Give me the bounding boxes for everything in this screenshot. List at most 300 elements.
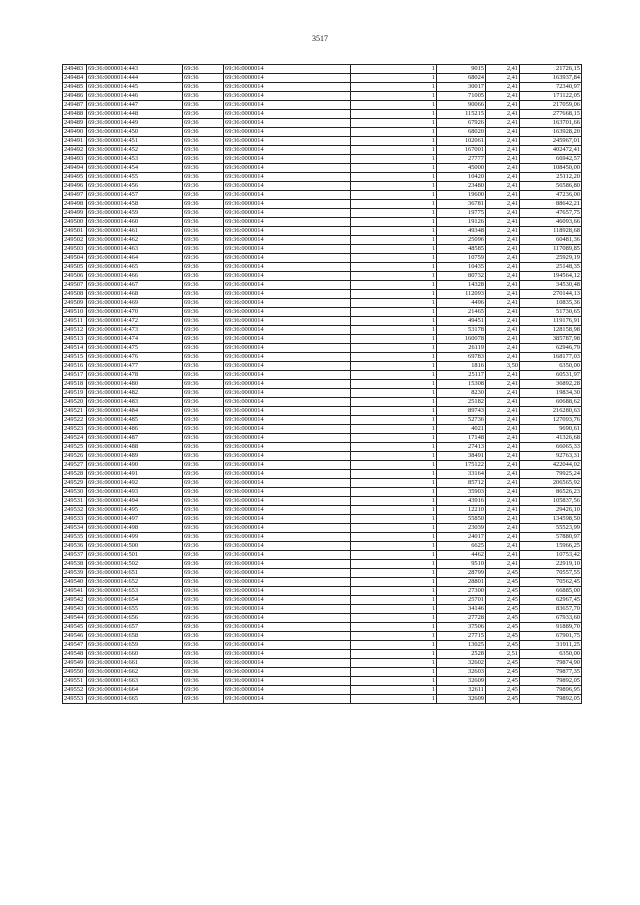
record-number-cell: 249505 — [63, 263, 87, 272]
cadastral-block-cell: 69:36:0000014 — [224, 497, 351, 506]
record-number-cell: 249519 — [63, 389, 87, 398]
area-cell: 112093 — [437, 290, 486, 299]
cadastral-value-cell: 22919,10 — [520, 560, 582, 569]
specific-value-cell: 2,41 — [486, 272, 520, 281]
table-row — [63, 191, 582, 200]
table-row — [63, 74, 582, 83]
specific-value-cell: 2,45 — [486, 605, 520, 614]
cadastral-value-cell: 57880,97 — [520, 533, 582, 542]
cadastral-value-cell: 34530,48 — [520, 281, 582, 290]
record-number-cell: 249544 — [63, 614, 87, 623]
table-row — [63, 452, 582, 461]
cadastral-number-cell: 69:36:0000014:451 — [87, 137, 183, 146]
group-number-cell: 1 — [351, 641, 437, 650]
specific-value-cell: 2,45 — [486, 677, 520, 686]
table-row — [63, 470, 582, 479]
table-row — [63, 236, 582, 245]
cadastral-value-cell: 168177,03 — [520, 353, 582, 362]
area-cell: 68024 — [437, 74, 486, 83]
table-row — [63, 659, 582, 668]
group-number-cell: 1 — [351, 119, 437, 128]
specific-value-cell: 2,41 — [486, 245, 520, 254]
cadastral-number-cell: 69:36:0000014:488 — [87, 443, 183, 452]
group-number-cell: 1 — [351, 164, 437, 173]
table-row — [63, 506, 582, 515]
group-number-cell: 1 — [351, 614, 437, 623]
district-code-cell: 69:36 — [183, 200, 224, 209]
table-row — [63, 443, 582, 452]
table-row — [63, 461, 582, 470]
specific-value-cell: 2,41 — [486, 434, 520, 443]
area-cell: 19775 — [437, 209, 486, 218]
cadastral-number-cell: 69:36:0000014:656 — [87, 614, 183, 623]
area-cell: 36781 — [437, 200, 486, 209]
specific-value-cell: 2,41 — [486, 110, 520, 119]
group-number-cell: 1 — [351, 596, 437, 605]
area-cell: 45000 — [437, 164, 486, 173]
record-number-cell: 249484 — [63, 74, 87, 83]
cadastral-block-cell: 69:36:0000014 — [224, 101, 351, 110]
cadastral-block-cell: 69:36:0000014 — [224, 533, 351, 542]
specific-value-cell: 2,41 — [486, 236, 520, 245]
area-cell: 1816 — [437, 362, 486, 371]
cadastral-value-cell: 206565,92 — [520, 479, 582, 488]
area-cell: 14328 — [437, 281, 486, 290]
cadastral-value-cell: 127093,76 — [520, 416, 582, 425]
group-number-cell: 1 — [351, 353, 437, 362]
group-number-cell: 1 — [351, 128, 437, 137]
district-code-cell: 69:36 — [183, 533, 224, 542]
cadastral-number-cell: 69:36:0000014:455 — [87, 173, 183, 182]
record-number-cell: 249535 — [63, 533, 87, 542]
district-code-cell: 69:36 — [183, 353, 224, 362]
cadastral-block-cell: 69:36:0000014 — [224, 641, 351, 650]
specific-value-cell: 2,41 — [486, 326, 520, 335]
area-cell: 28801 — [437, 578, 486, 587]
cadastral-number-cell: 69:36:0000014:491 — [87, 470, 183, 479]
area-cell: 9510 — [437, 560, 486, 569]
group-number-cell: 1 — [351, 389, 437, 398]
cadastral-value-cell: 83657,70 — [520, 605, 582, 614]
table-row — [63, 245, 582, 254]
district-code-cell: 69:36 — [183, 632, 224, 641]
cadastral-number-cell: 69:36:0000014:502 — [87, 560, 183, 569]
district-code-cell: 69:36 — [183, 362, 224, 371]
district-code-cell: 69:36 — [183, 668, 224, 677]
record-number-cell: 249499 — [63, 209, 87, 218]
specific-value-cell: 2,45 — [486, 668, 520, 677]
district-code-cell: 69:36 — [183, 101, 224, 110]
record-number-cell: 249483 — [63, 65, 87, 74]
cadastral-value-cell: 79896,95 — [520, 686, 582, 695]
district-code-cell: 69:36 — [183, 245, 224, 254]
district-code-cell: 69:36 — [183, 83, 224, 92]
district-code-cell: 69:36 — [183, 542, 224, 551]
group-number-cell: 1 — [351, 326, 437, 335]
cadastral-number-cell: 69:36:0000014:445 — [87, 83, 183, 92]
table-row — [63, 551, 582, 560]
cadastral-value-cell: 55523,99 — [520, 524, 582, 533]
district-code-cell: 69:36 — [183, 137, 224, 146]
cadastral-number-cell: 69:36:0000014:446 — [87, 92, 183, 101]
cadastral-value-cell: 46093,66 — [520, 218, 582, 227]
cadastral-number-cell: 69:36:0000014:480 — [87, 380, 183, 389]
specific-value-cell: 2,45 — [486, 623, 520, 632]
specific-value-cell: 2,41 — [486, 155, 520, 164]
district-code-cell: 69:36 — [183, 479, 224, 488]
cadastral-block-cell: 69:36:0000014 — [224, 173, 351, 182]
cadastral-number-cell: 69:36:0000014:490 — [87, 461, 183, 470]
area-cell: 10435 — [437, 263, 486, 272]
specific-value-cell: 2,41 — [486, 497, 520, 506]
cadastral-block-cell: 69:36:0000014 — [224, 677, 351, 686]
specific-value-cell: 2,41 — [486, 254, 520, 263]
group-number-cell: 1 — [351, 497, 437, 506]
district-code-cell: 69:36 — [183, 335, 224, 344]
cadastral-block-cell: 69:36:0000014 — [224, 425, 351, 434]
district-code-cell: 69:36 — [183, 110, 224, 119]
table-row — [63, 335, 582, 344]
record-number-cell: 249547 — [63, 641, 87, 650]
cadastral-number-cell: 69:36:0000014:500 — [87, 542, 183, 551]
district-code-cell: 69:36 — [183, 578, 224, 587]
area-cell: 19126 — [437, 218, 486, 227]
cadastral-number-cell: 69:36:0000014:653 — [87, 587, 183, 596]
record-number-cell: 249486 — [63, 92, 87, 101]
district-code-cell: 69:36 — [183, 344, 224, 353]
cadastral-number-cell: 69:36:0000014:462 — [87, 236, 183, 245]
specific-value-cell: 2,41 — [486, 425, 520, 434]
cadastral-value-cell: 62946,79 — [520, 344, 582, 353]
table-row — [63, 317, 582, 326]
group-number-cell: 1 — [351, 470, 437, 479]
group-number-cell: 1 — [351, 515, 437, 524]
cadastral-block-cell: 69:36:0000014 — [224, 515, 351, 524]
cadastral-value-cell: 163928,20 — [520, 128, 582, 137]
group-number-cell: 1 — [351, 65, 437, 74]
district-code-cell: 69:36 — [183, 587, 224, 596]
cadastral-number-cell: 69:36:0000014:444 — [87, 74, 183, 83]
table-row — [63, 92, 582, 101]
area-cell: 25096 — [437, 236, 486, 245]
district-code-cell: 69:36 — [183, 452, 224, 461]
record-number-cell: 249550 — [63, 668, 87, 677]
record-number-cell: 249504 — [63, 254, 87, 263]
group-number-cell: 1 — [351, 227, 437, 236]
specific-value-cell: 2,41 — [486, 470, 520, 479]
group-number-cell: 1 — [351, 236, 437, 245]
table-row — [63, 524, 582, 533]
table-row — [63, 308, 582, 317]
cadastral-block-cell: 69:36:0000014 — [224, 443, 351, 452]
record-number-cell: 249508 — [63, 290, 87, 299]
cadastral-block-cell: 69:36:0000014 — [224, 416, 351, 425]
table-row — [63, 263, 582, 272]
cadastral-number-cell: 69:36:0000014:475 — [87, 344, 183, 353]
record-number-cell: 249511 — [63, 317, 87, 326]
area-cell: 27413 — [437, 443, 486, 452]
record-number-cell: 249529 — [63, 479, 87, 488]
area-cell: 17148 — [437, 434, 486, 443]
record-number-cell: 249509 — [63, 299, 87, 308]
cadastral-value-cell: 245967,01 — [520, 137, 582, 146]
table-row — [63, 137, 582, 146]
table-row — [63, 83, 582, 92]
cadastral-number-cell: 69:36:0000014:477 — [87, 362, 183, 371]
cadastral-value-cell: 25148,35 — [520, 263, 582, 272]
specific-value-cell: 2,45 — [486, 659, 520, 668]
specific-value-cell: 2,41 — [486, 317, 520, 326]
cadastral-value-cell: 217059,06 — [520, 101, 582, 110]
specific-value-cell: 2,45 — [486, 569, 520, 578]
specific-value-cell: 2,41 — [486, 344, 520, 353]
group-number-cell: 1 — [351, 308, 437, 317]
district-code-cell: 69:36 — [183, 263, 224, 272]
record-number-cell: 249545 — [63, 623, 87, 632]
cadastral-block-cell: 69:36:0000014 — [224, 182, 351, 191]
specific-value-cell: 2,41 — [486, 524, 520, 533]
specific-value-cell: 2,41 — [486, 380, 520, 389]
specific-value-cell: 2,41 — [486, 560, 520, 569]
cadastral-block-cell: 69:36:0000014 — [224, 236, 351, 245]
cadastral-value-cell: 118928,68 — [520, 227, 582, 236]
cadastral-block-cell: 69:36:0000014 — [224, 146, 351, 155]
cadastral-number-cell: 69:36:0000014:499 — [87, 533, 183, 542]
cadastral-block-cell: 69:36:0000014 — [224, 254, 351, 263]
page-number: 3517 — [312, 34, 328, 43]
cadastral-value-cell: 15966,25 — [520, 542, 582, 551]
cadastral-value-table — [62, 64, 582, 704]
cadastral-value-cell: 134598,50 — [520, 515, 582, 524]
area-cell: 9015 — [437, 65, 486, 74]
specific-value-cell: 2,41 — [486, 263, 520, 272]
district-code-cell: 69:36 — [183, 560, 224, 569]
record-number-cell: 249536 — [63, 542, 87, 551]
cadastral-block-cell: 69:36:0000014 — [224, 380, 351, 389]
district-code-cell: 69:36 — [183, 488, 224, 497]
cadastral-block-cell: 69:36:0000014 — [224, 317, 351, 326]
table-row — [63, 497, 582, 506]
area-cell: 71005 — [437, 92, 486, 101]
cadastral-number-cell: 69:36:0000014:456 — [87, 182, 183, 191]
table-row — [63, 677, 582, 686]
district-code-cell: 69:36 — [183, 92, 224, 101]
district-code-cell: 69:36 — [183, 641, 224, 650]
record-number-cell: 249525 — [63, 443, 87, 452]
area-cell: 160078 — [437, 335, 486, 344]
specific-value-cell: 2,41 — [486, 281, 520, 290]
specific-value-cell: 2,41 — [486, 74, 520, 83]
table-row — [63, 299, 582, 308]
table-row — [63, 101, 582, 110]
cadastral-number-cell: 69:36:0000014:453 — [87, 155, 183, 164]
cadastral-block-cell: 69:36:0000014 — [224, 371, 351, 380]
cadastral-value-cell: 21726,15 — [520, 65, 582, 74]
record-number-cell: 249495 — [63, 173, 87, 182]
group-number-cell: 1 — [351, 569, 437, 578]
cadastral-value-cell: 163701,66 — [520, 119, 582, 128]
district-code-cell: 69:36 — [183, 65, 224, 74]
cadastral-number-cell: 69:36:0000014:470 — [87, 308, 183, 317]
district-code-cell: 69:36 — [183, 461, 224, 470]
record-number-cell: 249498 — [63, 200, 87, 209]
group-number-cell: 1 — [351, 668, 437, 677]
group-number-cell: 1 — [351, 191, 437, 200]
table-row — [63, 614, 582, 623]
cadastral-number-cell: 69:36:0000014:657 — [87, 623, 183, 632]
group-number-cell: 1 — [351, 101, 437, 110]
cadastral-number-cell: 69:36:0000014:463 — [87, 245, 183, 254]
table-row — [63, 560, 582, 569]
district-code-cell: 69:36 — [183, 173, 224, 182]
specific-value-cell: 3,50 — [486, 362, 520, 371]
table-row — [63, 605, 582, 614]
cadastral-value-cell: 9690,61 — [520, 425, 582, 434]
cadastral-block-cell: 69:36:0000014 — [224, 83, 351, 92]
group-number-cell: 1 — [351, 272, 437, 281]
cadastral-value-cell: 66942,57 — [520, 155, 582, 164]
record-number-cell: 249534 — [63, 524, 87, 533]
group-number-cell: 1 — [351, 362, 437, 371]
district-code-cell: 69:36 — [183, 569, 224, 578]
table-row — [63, 254, 582, 263]
table-row — [63, 65, 582, 74]
table-row — [63, 272, 582, 281]
group-number-cell: 1 — [351, 578, 437, 587]
cadastral-block-cell: 69:36:0000014 — [224, 263, 351, 272]
cadastral-number-cell: 69:36:0000014:450 — [87, 128, 183, 137]
cadastral-number-cell: 69:36:0000014:660 — [87, 650, 183, 659]
group-number-cell: 1 — [351, 380, 437, 389]
district-code-cell: 69:36 — [183, 686, 224, 695]
table-row — [63, 587, 582, 596]
specific-value-cell: 2,41 — [486, 290, 520, 299]
cadastral-block-cell: 69:36:0000014 — [224, 299, 351, 308]
record-number-cell: 249488 — [63, 110, 87, 119]
group-number-cell: 1 — [351, 254, 437, 263]
cadastral-number-cell: 69:36:0000014:486 — [87, 425, 183, 434]
district-code-cell: 69:36 — [183, 227, 224, 236]
specific-value-cell: 2,41 — [486, 128, 520, 137]
cadastral-number-cell: 69:36:0000014:663 — [87, 677, 183, 686]
group-number-cell: 1 — [351, 200, 437, 209]
cadastral-block-cell: 69:36:0000014 — [224, 434, 351, 443]
specific-value-cell: 2,41 — [486, 173, 520, 182]
record-number-cell: 249542 — [63, 596, 87, 605]
cadastral-number-cell: 69:36:0000014:658 — [87, 632, 183, 641]
cadastral-value-cell: 270144,13 — [520, 290, 582, 299]
cadastral-block-cell: 69:36:0000014 — [224, 623, 351, 632]
table-row — [63, 488, 582, 497]
cadastral-value-cell: 10835,36 — [520, 299, 582, 308]
record-number-cell: 249524 — [63, 434, 87, 443]
record-number-cell: 249497 — [63, 191, 87, 200]
area-cell: 23480 — [437, 182, 486, 191]
specific-value-cell: 2,45 — [486, 587, 520, 596]
cadastral-number-cell: 69:36:0000014:489 — [87, 452, 183, 461]
area-cell: 27715 — [437, 632, 486, 641]
cadastral-value-cell: 117089,85 — [520, 245, 582, 254]
cadastral-number-cell: 69:36:0000014:501 — [87, 551, 183, 560]
cadastral-block-cell: 69:36:0000014 — [224, 272, 351, 281]
specific-value-cell: 2,41 — [486, 335, 520, 344]
specific-value-cell: 2,45 — [486, 632, 520, 641]
table-row — [63, 596, 582, 605]
cadastral-number-cell: 69:36:0000014:474 — [87, 335, 183, 344]
record-number-cell: 249549 — [63, 659, 87, 668]
cadastral-number-cell: 69:36:0000014:457 — [87, 191, 183, 200]
record-number-cell: 249530 — [63, 488, 87, 497]
cadastral-block-cell: 69:36:0000014 — [224, 155, 351, 164]
area-cell: 8230 — [437, 389, 486, 398]
cadastral-value-cell: 6350,00 — [520, 650, 582, 659]
record-number-cell: 249520 — [63, 398, 87, 407]
district-code-cell: 69:36 — [183, 416, 224, 425]
cadastral-value-cell: 70557,55 — [520, 569, 582, 578]
cadastral-block-cell: 69:36:0000014 — [224, 92, 351, 101]
group-number-cell: 1 — [351, 488, 437, 497]
cadastral-number-cell: 69:36:0000014:662 — [87, 668, 183, 677]
group-number-cell: 1 — [351, 479, 437, 488]
cadastral-number-cell: 69:36:0000014:492 — [87, 479, 183, 488]
cadastral-value-cell: 171122,05 — [520, 92, 582, 101]
table-row — [63, 164, 582, 173]
record-number-cell: 249552 — [63, 686, 87, 695]
group-number-cell: 1 — [351, 650, 437, 659]
table-row — [63, 173, 582, 182]
cadastral-number-cell: 69:36:0000014:493 — [87, 488, 183, 497]
district-code-cell: 69:36 — [183, 209, 224, 218]
specific-value-cell: 2,45 — [486, 596, 520, 605]
specific-value-cell: 2,41 — [486, 137, 520, 146]
cadastral-block-cell: 69:36:0000014 — [224, 524, 351, 533]
district-code-cell: 69:36 — [183, 650, 224, 659]
record-number-cell: 249503 — [63, 245, 87, 254]
specific-value-cell: 2,41 — [486, 218, 520, 227]
table-row — [63, 281, 582, 290]
district-code-cell: 69:36 — [183, 389, 224, 398]
cadastral-number-cell: 69:36:0000014:661 — [87, 659, 183, 668]
cadastral-block-cell: 69:36:0000014 — [224, 74, 351, 83]
area-cell: 85712 — [437, 479, 486, 488]
cadastral-block-cell: 69:36:0000014 — [224, 209, 351, 218]
cadastral-block-cell: 69:36:0000014 — [224, 668, 351, 677]
area-cell: 26119 — [437, 344, 486, 353]
group-number-cell: 1 — [351, 245, 437, 254]
area-cell: 27300 — [437, 587, 486, 596]
area-cell: 175122 — [437, 461, 486, 470]
cadastral-value-cell: 402472,41 — [520, 146, 582, 155]
cadastral-block-cell: 69:36:0000014 — [224, 650, 351, 659]
table-row — [63, 227, 582, 236]
cadastral-number-cell: 69:36:0000014:482 — [87, 389, 183, 398]
group-number-cell: 1 — [351, 137, 437, 146]
area-cell: 67926 — [437, 119, 486, 128]
area-cell: 49451 — [437, 317, 486, 326]
cadastral-number-cell: 69:36:0000014:654 — [87, 596, 183, 605]
district-code-cell: 69:36 — [183, 443, 224, 452]
specific-value-cell: 2,41 — [486, 461, 520, 470]
cadastral-block-cell: 69:36:0000014 — [224, 695, 351, 704]
cadastral-block-cell: 69:36:0000014 — [224, 479, 351, 488]
district-code-cell: 69:36 — [183, 380, 224, 389]
cadastral-block-cell: 69:36:0000014 — [224, 578, 351, 587]
cadastral-number-cell: 69:36:0000014:651 — [87, 569, 183, 578]
specific-value-cell: 2,41 — [486, 488, 520, 497]
table-row — [63, 362, 582, 371]
area-cell: 32602 — [437, 659, 486, 668]
area-cell: 69783 — [437, 353, 486, 362]
